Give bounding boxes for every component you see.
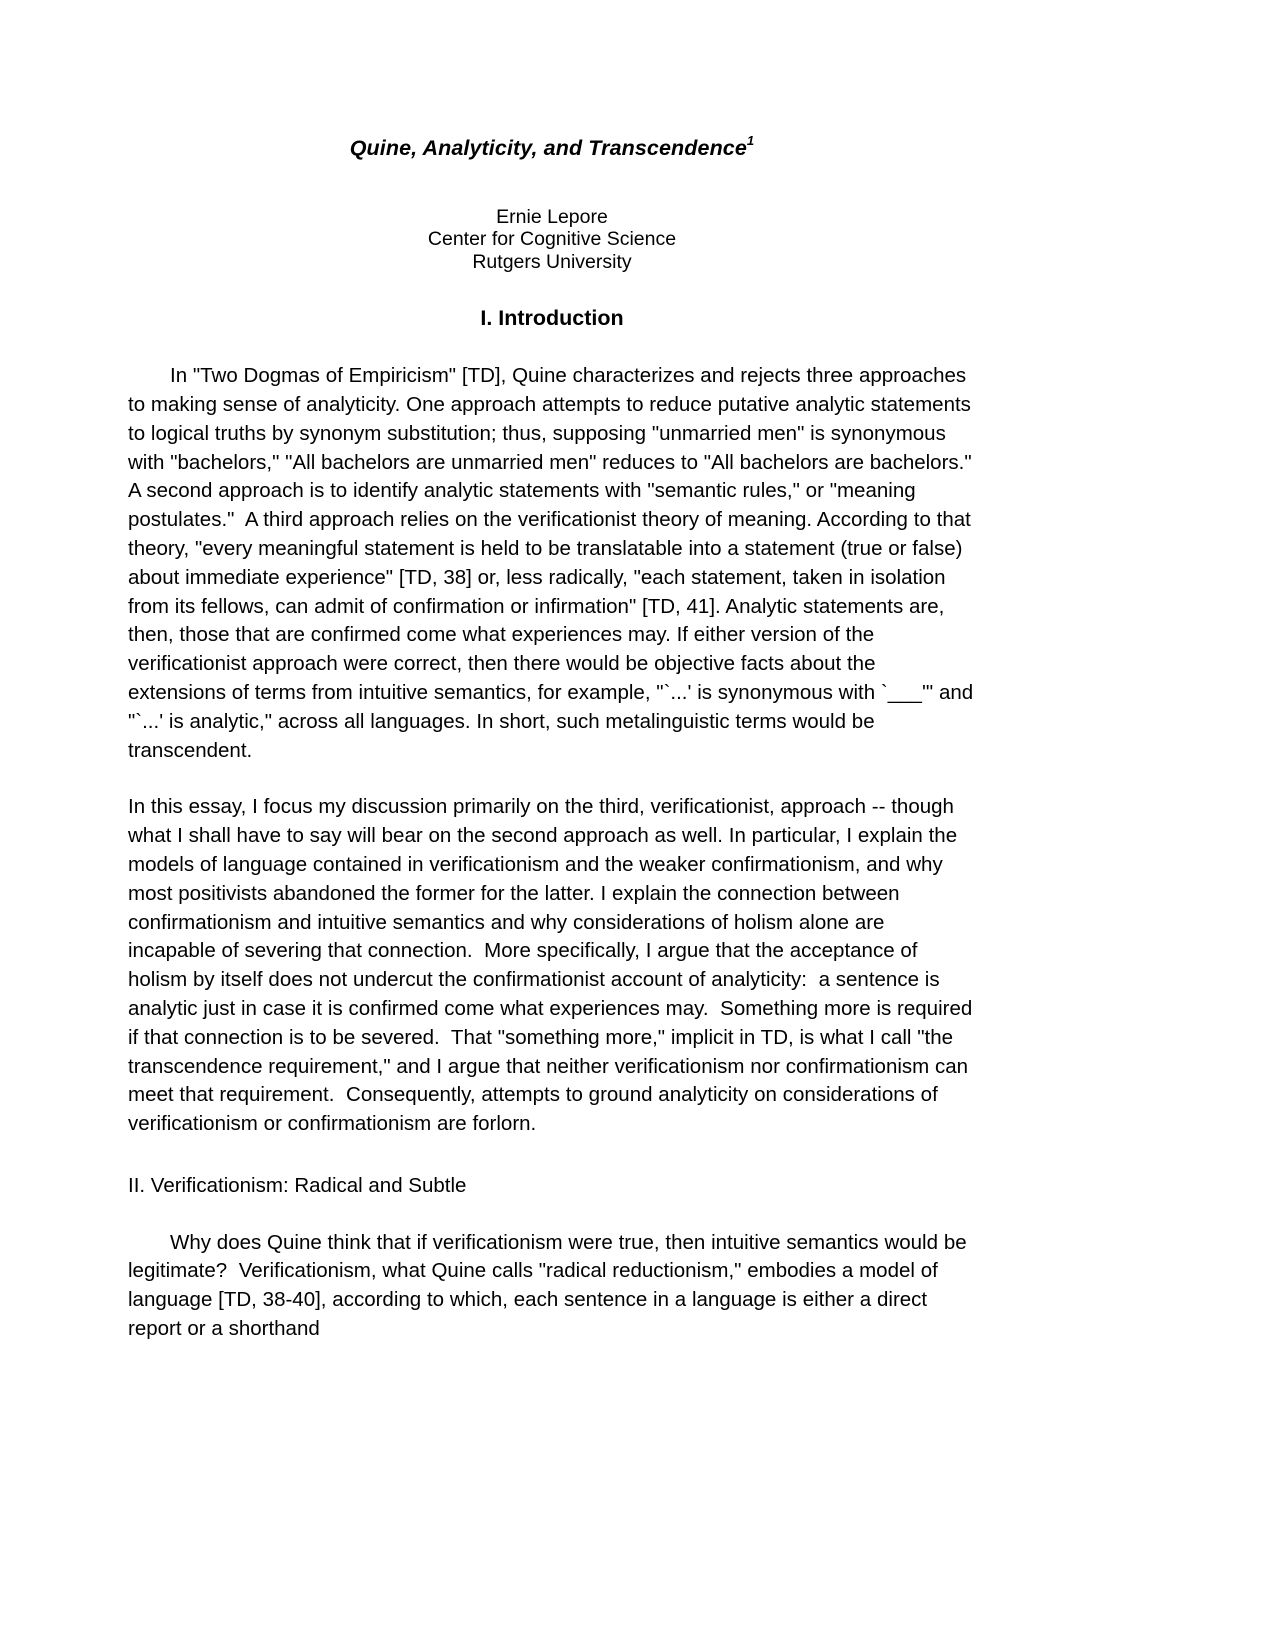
paragraph-introduction-1	[128, 332, 979, 765]
author-affiliation-university: Rutgers University	[472, 250, 632, 273]
paragraph-text: In this essay, I focus my discussion primarily on the third, verificationist, approach -- though what I shall have to say will bear on the second approach as well. In particular, I explain the models of language contained in verificationism and the weaker confirmationism, and why most positivists abandoned the former for the latter. I explain the connection between confirmationism and intuitive semantics and why considerations of holism alone are incapable of severing that connection. More specifically, I argue that the acceptance of holism by itself does not undercut the confirmationist account of analyticity: a sentence is analytic just in case it is confirmed come what experiences may. Something more is required if that connection is to be severed. That "something more," implicit in TD, is what I call "the transcendence requirement," and I argue that neither verificationism nor confirmationism can meet that requirement. Consequently, attempts to ground analyticity on considerations of verificationism or confirmationism are forlorn.	[128, 795, 979, 1136]
author-block	[128, 206, 976, 274]
author-affiliation-center: Center for Cognitive Science	[427, 228, 677, 251]
paragraph-introduction-2	[128, 765, 979, 1139]
title-footnote-marker: 1	[746, 132, 755, 148]
paragraph-text: Why does Quine think that if verificationism were true, then intuitive semantics would be legitimate? Verificationism, what Quine calls "radical reductionism," embodies a model of language [TD, 38-40], according to which, each sentence in a language is either a direct report or a shorthand	[128, 1230, 973, 1340]
section-heading-introduction: I. Introduction	[480, 306, 624, 331]
paragraph-verificationism-1	[128, 1199, 976, 1344]
section-heading-verificationism: II. Verificationism: Radical and Subtle	[128, 1173, 467, 1197]
paragraph-text: In "Two Dogmas of Empiricism" [TD], Quine characterizes and rejects three approaches to making sense of analyticity. One approach attempts to reduce putative analytic statements to logical truths by synonym substitution; thus, supposing "unmarried men" is synonymous with "bachelors," "All bachelors are unmarried men" reduces to "All bachelors are bachelors." A second approach is to identify analytic statements with "semantic rules," or "meaning postulates." A third approach relies on the verificationist theory of meaning. According to that theory, "every meaningful statement is held to be translatable into a statement (true or false) about immediate experience" [TD, 38] or, less radically, "each statement, taken in isolation from its fellows, can admit of confirmation or infirmation" [TD, 41]. Analytic statements are, then, those that are confirmed come what experiences may. If either version of the verificationist approach were correct, then there would be objective facts about the extensions of terms from intuitive semantics, for example, "`...' is synonymous with `___'" and "`...' is analytic," across all languages. In short, such metalinguistic terms would be transcendent.	[128, 364, 979, 762]
title-block	[128, 132, 976, 162]
author-name: Ernie Lepore	[496, 205, 608, 228]
page-title	[349, 132, 755, 162]
page-title-text: Quine, Analyticity, and Transcendence	[349, 136, 747, 160]
page-content-column	[128, 0, 979, 1344]
